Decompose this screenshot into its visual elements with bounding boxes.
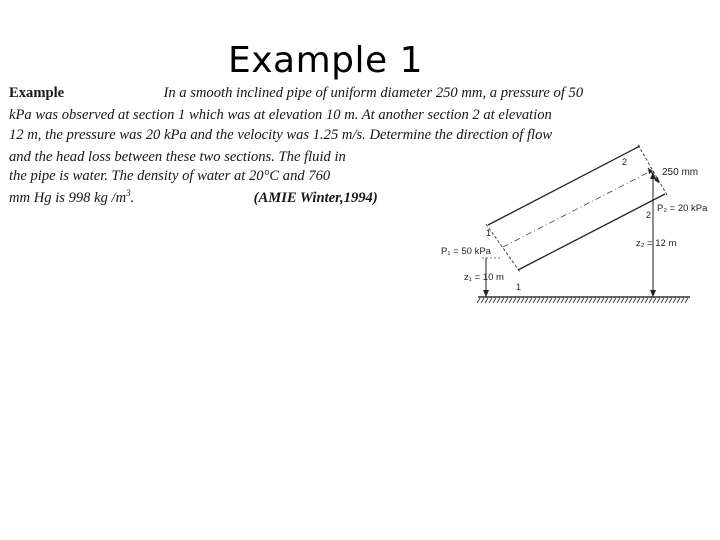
source-citation: (AMIE Winter,1994) — [253, 190, 378, 206]
p1-label: P₁ = 50 kPa — [441, 246, 491, 257]
problem-text-6-end: . — [130, 190, 135, 206]
problem-line-4: and the head loss between these two sections. The fluid in — [9, 149, 346, 165]
ground — [477, 297, 690, 303]
problem-text-6: mm Hg is 998 kg /m — [9, 190, 127, 206]
z1-label: z₁ = 10 m — [464, 272, 504, 283]
problem-text-1: In a smooth inclined pipe of uniform diameter 250 mm, a pressure of 50 — [163, 85, 584, 101]
slide-title: Example 1 — [228, 40, 424, 81]
section-1-label-bottom: 1 — [516, 282, 522, 292]
problem-line-3: 12 m, the pressure was 20 kPa and the velocity was 1.25 m/s. Determine the direction of flow — [9, 127, 553, 143]
z2-height-line — [650, 172, 656, 297]
section-2-label-bottom: 2 — [646, 210, 652, 220]
z2-label: z₂ = 12 m — [636, 238, 677, 249]
section-2-label-top: 2 — [622, 157, 628, 167]
example-label: Example — [9, 85, 65, 101]
problem-line-2: kPa was observed at section 1 which was at elevation 10 m. At another section 2 at elevation — [9, 107, 552, 123]
cube-superscript: 3 — [126, 188, 131, 198]
section-1-label-top: 1 — [486, 228, 492, 238]
inclined-pipe — [486, 145, 667, 272]
diameter-label: 250 mm — [662, 167, 699, 178]
p2-label: P₂ = 20 kPa — [657, 203, 708, 214]
problem-line-5: the pipe is water. The density of water at 20°C and 760 — [9, 168, 331, 184]
